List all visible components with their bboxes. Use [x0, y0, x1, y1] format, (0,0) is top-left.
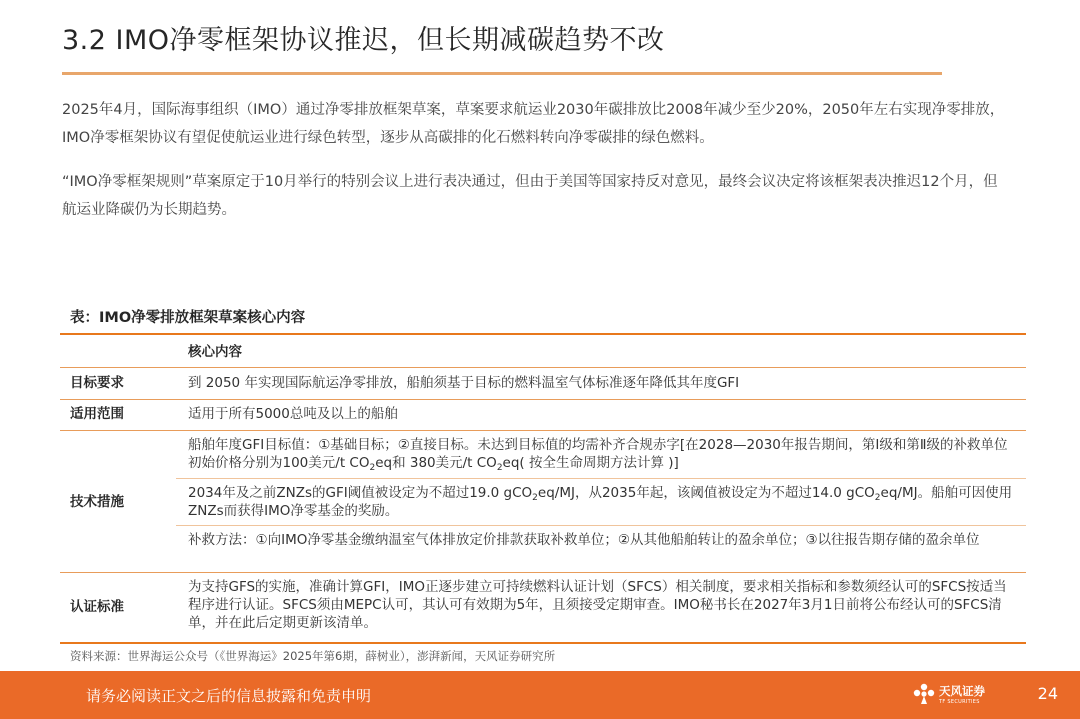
page-number: 24: [1037, 684, 1058, 703]
disclaimer-text: 请务必阅读正文之后的信息披露和免责申明: [86, 687, 372, 705]
footer-bar: [0, 671, 1080, 719]
logo-text-cn: 天风证券: [939, 684, 985, 698]
table-inner-divider: [176, 478, 1026, 479]
title-underline: [62, 72, 942, 75]
row-text-tech-2: 2034年及之前ZNZs的GFI阈值被设定为不超过19.0 gCO$_2$eq/MJ，从2035年起，该阈值被设定为不超过14.0 gCO$_2$eq/MJ。船舶可因使用ZNZs而获得IMO净零基金的奖励。: [188, 485, 1013, 519]
row-label-goal: 目标要求: [70, 375, 124, 391]
table-divider: [60, 367, 1026, 368]
row-text-scope: 适用于所有5000总吨及以上的船舶: [188, 406, 398, 422]
row-text-goal: 到 2050 年实现国际航运净零排放，船舶须基于目标的燃料温室气体标准逐年降低其年度GFI: [188, 375, 740, 391]
table-caption: 表：IMO净零排放框架草案核心内容: [70, 310, 306, 326]
row-text-cert: 为支持GFS的实施，准确计算GFI，IMO正逐步建立可持续燃料认证计划（SFCS）相关制度，要求相关指标和参数须经认可的SFCS按适当程序进行认证。SFCS须由MEPC认可，其认可有效期为5年，且须接受定期审查。IMO秘书长在2027年3月1日前将公布经认可的SFCS清单，并在此后定期更新该清单。: [188, 579, 1007, 631]
table-divider: [60, 399, 1026, 400]
table-header-core-content: 核心内容: [188, 344, 242, 360]
row-label-cert: 认证标准: [70, 599, 124, 615]
table-inner-divider: [176, 525, 1026, 526]
table-divider: [60, 572, 1026, 573]
table-divider: [60, 430, 1026, 431]
intro-paragraph-1: 2025年4月，国际海事组织（IMO）通过净零排放框架草案，草案要求航运业2030年碳排放比2008年减少至少20%，2050年左右实现净零排放，IMO净零框架协议有望促使航运业进行绿色转型，逐步从高碳排的化石燃料转向净零碳排的绿色燃料。: [62, 102, 1005, 146]
row-label-scope: 适用范围: [70, 406, 124, 422]
logo-text-en: TF SECURITIES: [939, 699, 980, 705]
intro-paragraph-2: “IMO净零框架规则”草案原定于10月举行的特别会议上进行表决通过，但由于美国等国家持反对意见，最终会议决定将该框架表决推迟12个月，但航运业降碳仍为长期趋势。: [62, 174, 998, 218]
brand-logo: [912, 680, 985, 712]
page-title: 3.2 IMO净零框架协议推迟，但长期减碳趋势不改: [62, 25, 665, 56]
source-note: 资料来源：世界海运公众号（《世界海运》2025年第6期，薛树业），澎湃新闻，天风证券研究所: [70, 649, 556, 663]
table-bottom-border: [60, 642, 1026, 644]
row-text-tech-1: 船舶年度GFI目标值：①基础目标；②直接目标。未达到目标值的均需补齐合规赤字[在2028—2030年报告期间，第Ⅰ级和第Ⅱ级的补救单位初始价格分别为100美元/t $CO_2eq$和 380美元/t $CO_2eq$( 按全生命周期方法计算 )]: [188, 437, 1008, 473]
row-label-tech: 技术措施: [70, 494, 124, 510]
tf-securities-logo-icon: [912, 682, 936, 706]
row-text-tech-3: 补救方法：①向IMO净零基金缴纳温室气体排放定价排款获取补救单位；②从其他船舶转让的盈余单位；③以往报告期存储的盈余单位: [188, 532, 980, 548]
table-top-border: [60, 333, 1026, 335]
